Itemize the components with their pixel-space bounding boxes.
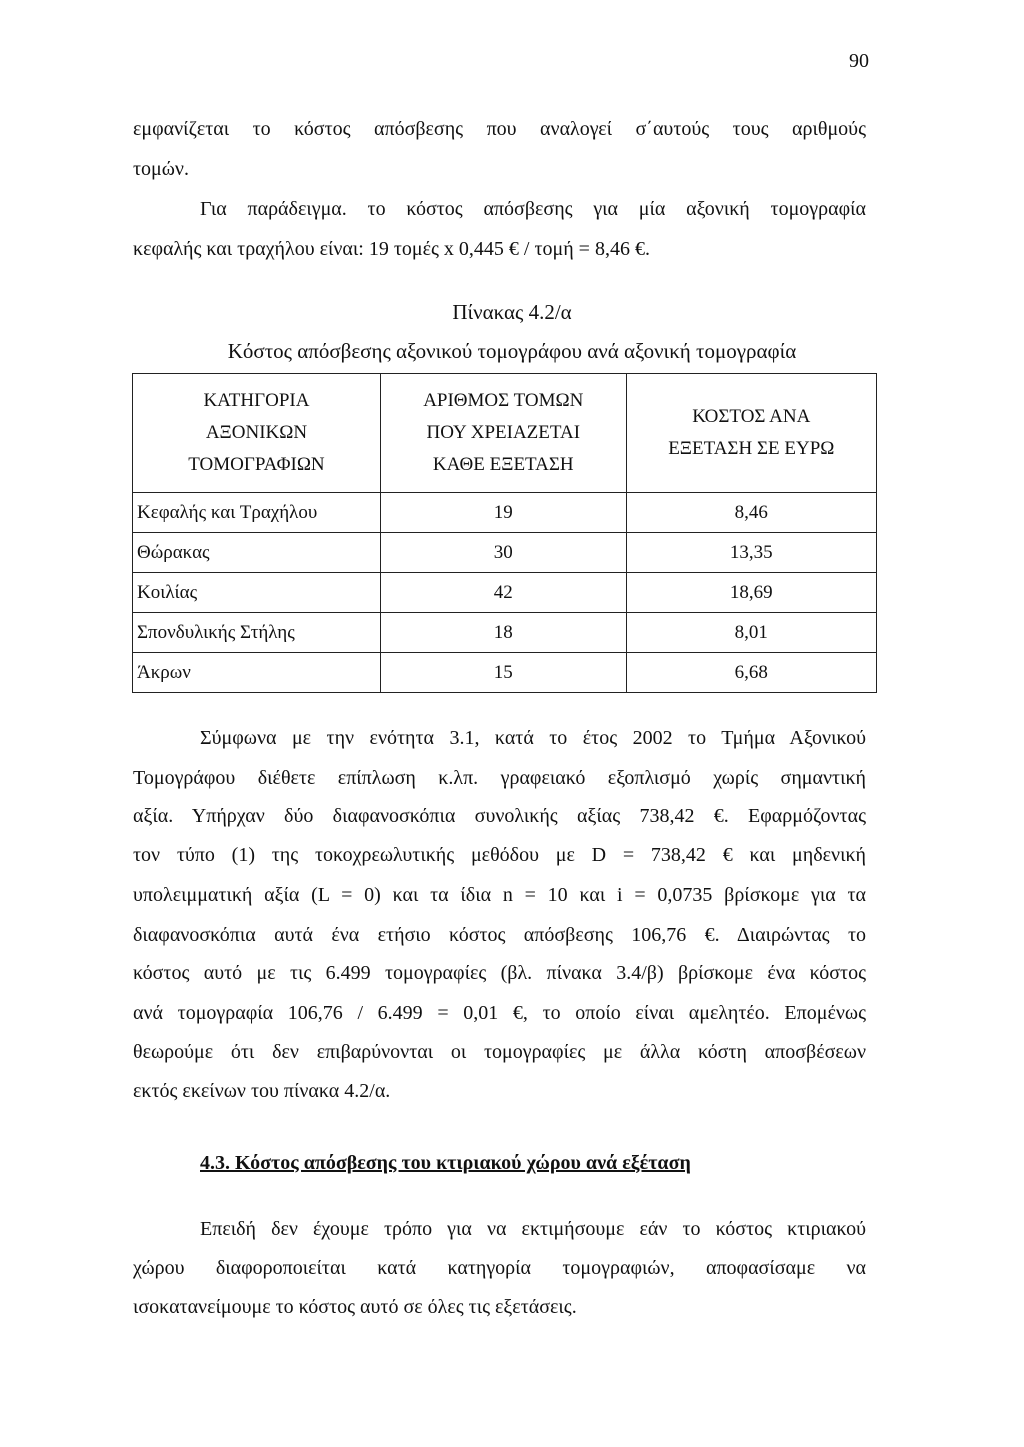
table-row: [133, 613, 877, 653]
page-number: 90: [849, 50, 869, 72]
intro-line: Για παράδειγμα. το κόστος απόσβεσης για μία αξονική τομογραφία: [200, 198, 866, 220]
header-line: ΕΞΕΤΑΣΗ ΣΕ ΕΥΡΩ: [668, 438, 835, 459]
category-cell: Κοιλίας: [133, 573, 381, 613]
body-line: αξία. Υπήρχαν δύο διαφανοσκόπια συνολικής αξίας 738,42 €. Εφαρμόζοντας: [133, 805, 866, 827]
table-row: [133, 493, 877, 533]
body-line: διαφανοσκόπια αυτά ένα ετήσιο κόστος απόσβεσης 106,76 €. Διαιρώντας το: [133, 924, 866, 946]
cost-cell: 13,35: [626, 533, 876, 573]
final-line: ισοκατανείμουμε το κόστος αυτό σε όλες τις εξετάσεις.: [133, 1296, 577, 1318]
body-line: ανά τομογραφία 106,76 / 6.499 = 0,01 €, το οποίο είναι αμελητέο. Επομένως: [133, 1002, 866, 1024]
body-line: θεωρούμε ότι δεν επιβαρύνονται οι τομογραφίες με άλλα κόστη αποσβέσεων: [133, 1041, 866, 1063]
slices-cell: 30: [380, 533, 626, 573]
slices-cell: 15: [380, 653, 626, 693]
cost-cell: 8,46: [626, 493, 876, 533]
category-cell: Σπονδυλικής Στήλης: [133, 613, 381, 653]
category-cell: Κεφαλής και Τραχήλου: [133, 493, 381, 533]
body-line: εκτός εκείνων του πίνακα 4.2/α.: [133, 1080, 391, 1102]
slices-cell: 42: [380, 573, 626, 613]
final-line: Επειδή δεν έχουμε τρόπο για να εκτιμήσουμε εάν το κόστος κτιριακού: [200, 1218, 866, 1240]
header-line: ΚΑΘΕ ΕΞΕΤΑΣΗ: [432, 454, 574, 475]
table-row: [133, 533, 877, 573]
table-label: Πίνακας 4.2/α: [452, 300, 572, 324]
header-line: ΑΡΙΘΜΟΣ ΤΟΜΩΝ: [423, 390, 584, 411]
header-line: ΚΟΣΤΟΣ ΑΝΑ: [692, 406, 811, 427]
final-line: χώρου διαφοροποιείται κατά κατηγορία τομογραφιών, αποφασίσαμε να: [133, 1257, 866, 1279]
intro-line: τομών.: [133, 158, 189, 180]
table-header-row: [133, 374, 877, 493]
cost-cell: 8,01: [626, 613, 876, 653]
category-cell: Άκρων: [133, 653, 381, 693]
body-line: υπολειμματική αξία (L = 0) και τα ίδια n = 10 και i = 0,0735 βρίσκομε για τα: [133, 884, 866, 906]
cost-table: [132, 373, 877, 693]
table-row: [133, 573, 877, 613]
header-cost: [626, 374, 876, 493]
table-title: Κόστος απόσβεσης αξονικού τομογράφου ανά αξονική τομογραφία: [227, 339, 797, 363]
header-slices: [380, 374, 626, 493]
body-line: τον τύπο (1) της τοκοχρεωλυτικής μεθόδου με D = 738,42 € και μηδενική: [133, 844, 866, 866]
header-line: ΠΟΥ ΧΡΕΙΑΖΕΤΑΙ: [426, 422, 581, 443]
header-line: ΤΟΜΟΓΡΑΦΙΩΝ: [188, 454, 325, 475]
body-line: Σύμφωνα με την ενότητα 3.1, κατά το έτος 2002 το Τμήμα Αξονικού: [200, 727, 866, 749]
header-line: ΚΑΤΗΓΟΡΙΑ: [203, 390, 310, 411]
category-cell: Θώρακας: [133, 533, 381, 573]
cost-cell: 6,68: [626, 653, 876, 693]
header-category: [133, 374, 381, 493]
table-row: [133, 653, 877, 693]
intro-line: κεφαλής και τραχήλου είναι: 19 τομές x 0,445 € / τομή = 8,46 €.: [133, 238, 650, 260]
cost-cell: 18,69: [626, 573, 876, 613]
section-heading: 4.3. Κόστος απόσβεσης του κτιριακού χώρου ανά εξέταση: [200, 1152, 691, 1174]
intro-line: εμφανίζεται το κόστος απόσβεσης που αναλογεί σ΄αυτούς τους αριθμούς: [133, 118, 866, 140]
body-line: Τομογράφου διέθετε επίπλωση κ.λπ. γραφειακό εξοπλισμό χωρίς σημαντική: [133, 767, 866, 789]
slices-cell: 19: [380, 493, 626, 533]
header-line: ΑΞΟΝΙΚΩΝ: [205, 422, 308, 443]
body-line: κόστος αυτό με τις 6.499 τομογραφίες (βλ. πίνακα 3.4/β) βρίσκομε ένα κόστος: [133, 962, 866, 984]
slices-cell: 18: [380, 613, 626, 653]
